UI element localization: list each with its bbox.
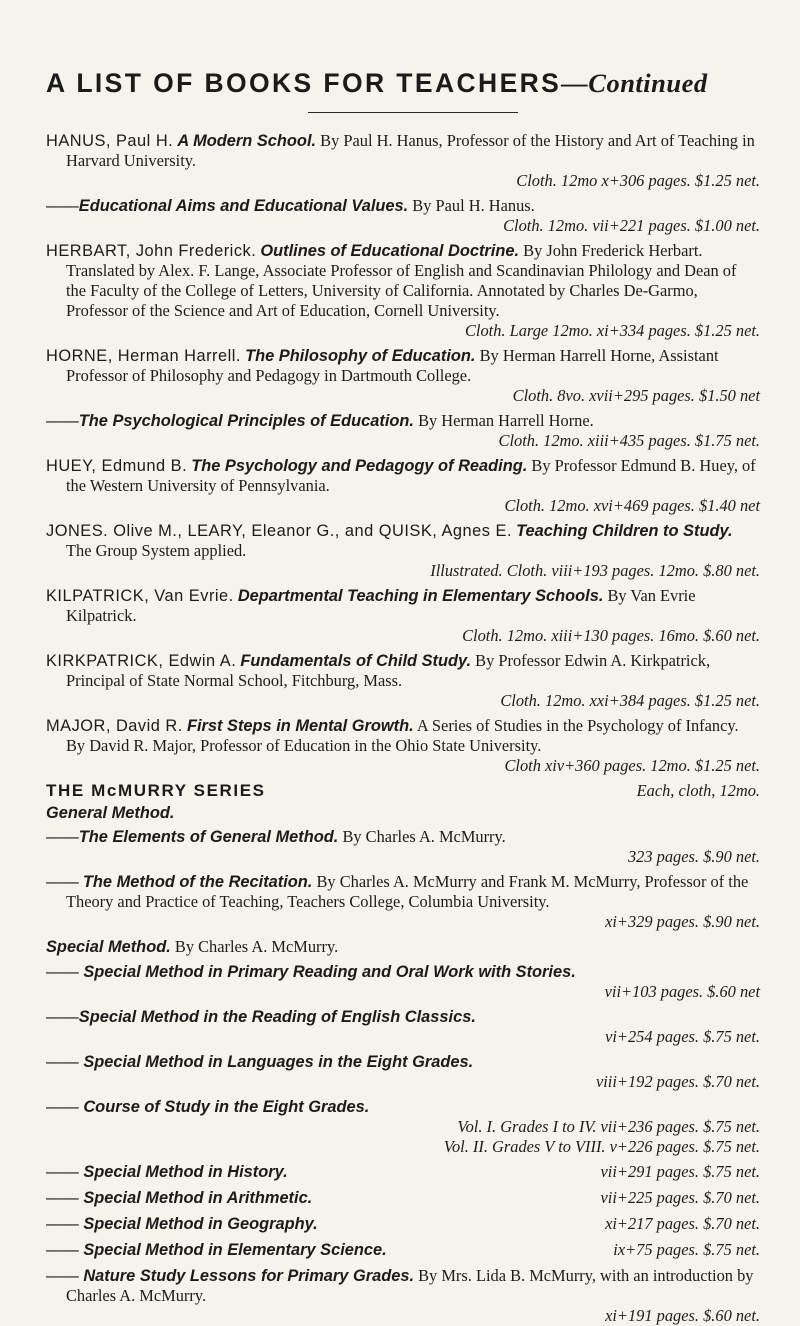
book-entry bbox=[46, 456, 760, 516]
series-entry: —— Special Method in Primary Reading and Oral Work with Stories. vii+103 pages. $.60 net bbox=[46, 963, 760, 1001]
entry-title: Teaching Children to Study. bbox=[516, 522, 733, 540]
entry-title: The Elements of General Method. bbox=[78, 828, 339, 846]
entry-title: Fundamentals of Child Study. bbox=[240, 652, 472, 670]
book-entry bbox=[46, 241, 760, 341]
entry-meta: ix+75 pages. $.75 net. bbox=[613, 1240, 760, 1259]
book-entry bbox=[46, 586, 760, 646]
special-method-line bbox=[46, 937, 760, 957]
book-entry bbox=[46, 131, 760, 191]
entry-title: Special Method in History. bbox=[83, 1163, 288, 1181]
series-entry: —— The Method of the Recitation. By Charles A. McMurry and Frank M. McMurry, Professor of the Theory and Practice of Teaching, Teachers College, Columbia University. xi+329 pages. $.90 net. bbox=[46, 872, 760, 931]
series-entry: —— Nature Study Lessons for Primary Grades. By Mrs. Lida B. McMurry, with an introduction by Charles A. McMurry. xi+191 pages. $.60 net. bbox=[46, 1266, 760, 1325]
page-title bbox=[46, 0, 760, 98]
entry-title: A Modern School. bbox=[177, 132, 317, 150]
series-entry: ——Special Method in the Reading of English Classics. vi+254 pages. $.75 net. bbox=[46, 1008, 760, 1046]
series-entry: —— Special Method in Languages in the Eight Grades. viii+192 pages. $.70 net. bbox=[46, 1053, 760, 1091]
series-row: —— Special Method in Arithmetic. vii+225 pages. $.70 net. bbox=[46, 1188, 760, 1207]
entry-desc: By Paul H. Hanus, Professor of the History and Art of Teaching in Harvard University. bbox=[66, 131, 755, 170]
special-method-by: By Charles A. McMurry. bbox=[174, 937, 339, 956]
entry-author: JONES. Olive M., LEARY, Eleanor G., and QUISK, Agnes E. bbox=[46, 522, 512, 540]
entry-title: Special Method in Arithmetic. bbox=[83, 1189, 313, 1207]
entry-meta: vi+254 pages. $.75 net. bbox=[605, 1027, 760, 1046]
entry-author: HANUS, Paul H. bbox=[46, 132, 174, 150]
title-continued: —Continued bbox=[561, 68, 708, 98]
entry-title: The Psychological Principles of Education. bbox=[78, 412, 414, 430]
entry-title: Outlines of Educational Doctrine. bbox=[260, 242, 520, 260]
title-text: A LIST OF BOOKS FOR TEACHERS bbox=[46, 68, 562, 98]
entry-title: Special Method in the Reading of English Classics. bbox=[78, 1008, 476, 1026]
book-list bbox=[46, 131, 760, 1326]
entry-meta: 323 pages. $.90 net. bbox=[627, 847, 760, 866]
entry-meta: Illustrated. Cloth. viii+193 pages. 12mo. $.80 net. bbox=[430, 561, 760, 580]
entry-meta: xi+191 pages. $.60 net. bbox=[605, 1306, 760, 1325]
entry-meta: viii+192 pages. $.70 net. bbox=[595, 1072, 760, 1091]
book-entry bbox=[46, 196, 760, 236]
entry-author: —— bbox=[46, 412, 79, 430]
volume-two: Vol. II. Grades V to VIII. v+226 pages. $.75 net. bbox=[443, 1137, 760, 1156]
entry-author: —— bbox=[46, 197, 79, 215]
series-row: —— Special Method in History. vii+291 pages. $.75 net. bbox=[46, 1162, 760, 1181]
book-entry bbox=[46, 651, 760, 711]
entry-title: Educational Aims and Educational Values. bbox=[78, 197, 409, 215]
entry-title: First Steps in Mental Growth. bbox=[186, 717, 414, 735]
entry-meta: vii+225 pages. $.70 net. bbox=[600, 1188, 760, 1207]
entry-meta: xi+329 pages. $.90 net. bbox=[605, 912, 760, 931]
entry-title: Special Method in Elementary Science. bbox=[83, 1241, 387, 1259]
entry-desc: By Professor Edmund B. Huey, of the Western University of Pennsylvania. bbox=[66, 456, 756, 495]
entry-author: HORNE, Herman Harrell. bbox=[46, 347, 241, 365]
entry-title: Special Method in Geography. bbox=[83, 1215, 318, 1233]
entry-meta: vii+103 pages. $.60 net bbox=[604, 982, 760, 1001]
entry-author: HERBART, John Frederick. bbox=[46, 242, 257, 260]
entry-meta: Cloth. 8vo. xvii+295 pages. $1.50 net bbox=[512, 386, 760, 405]
series-header bbox=[46, 781, 760, 801]
entry-desc: By John Frederick Herbart. Translated by Alex. F. Lange, Associate Professor of English and Scandinavian Philology and Dean of the Faculty of the College of Letters, University of California. Annotated by Charles De-Garmo, Professor of the Science and Art of Education, Cornell University. bbox=[66, 241, 737, 320]
series-note: Each, cloth, 12mo. bbox=[636, 781, 760, 800]
volume-one: Vol. I. Grades I to IV. vii+236 pages. $.75 net. bbox=[457, 1117, 760, 1136]
entry-title: The Philosophy of Education. bbox=[245, 347, 476, 365]
series-entry: —— Course of Study in the Eight Grades. Vol. I. Grades I to IV. vii+236 pages. $.75 net. Vol. II. Grades V to VIII. v+226 pages. $.75 net. bbox=[46, 1098, 760, 1156]
entry-meta: Cloth. 12mo x+306 pages. $1.25 net. bbox=[516, 171, 760, 190]
book-entry bbox=[46, 521, 760, 581]
book-entry bbox=[46, 346, 760, 406]
entry-meta: Cloth. 12mo. xiii+435 pages. $1.75 net. bbox=[498, 431, 760, 450]
entry-author: KILPATRICK, Van Evrie. bbox=[46, 587, 234, 605]
entry-meta: Cloth. Large 12mo. xi+334 pages. $1.25 net. bbox=[465, 321, 760, 340]
entry-meta: Cloth. 12mo. xiii+130 pages. 16mo. $.60 net. bbox=[462, 626, 760, 645]
entry-desc: By Mrs. Lida B. McMurry, with an introduction by Charles A. McMurry. bbox=[66, 1266, 754, 1305]
entry-author: HUEY, Edmund B. bbox=[46, 457, 188, 475]
entry-desc: By Herman Harrell Horne, Assistant Professor of Philosophy and Pedagogy in Dartmouth College. bbox=[66, 346, 719, 385]
entry-meta: vii+291 pages. $.75 net. bbox=[600, 1162, 760, 1181]
entry-desc: By Herman Harrell Horne. bbox=[418, 411, 594, 430]
series-row: —— Special Method in Geography. xi+217 pages. $.70 net. bbox=[46, 1214, 760, 1233]
entry-title: Special Method in Primary Reading and Oral Work with Stories. bbox=[83, 963, 576, 981]
entry-title: Departmental Teaching in Elementary Schools. bbox=[237, 587, 604, 605]
entry-title: The Method of the Recitation. bbox=[82, 873, 313, 891]
entry-desc: By Charles A. McMurry. bbox=[342, 827, 506, 846]
entry-author: MAJOR, David R. bbox=[46, 717, 183, 735]
entry-desc: A Series of Studies in the Psychology of Infancy. By David R. Major, Professor of Education in the Ohio State University. bbox=[66, 716, 739, 755]
entry-title: Special Method in Languages in the Eight Grades. bbox=[83, 1053, 474, 1071]
entry-meta: Cloth xiv+360 pages. 12mo. $1.25 net. bbox=[504, 756, 760, 775]
series-name: THE McMURRY SERIES bbox=[46, 781, 266, 800]
entry-desc: The Group System applied. bbox=[66, 541, 247, 560]
entry-title: Course of Study in the Eight Grades. bbox=[83, 1098, 370, 1116]
general-method-heading: General Method. bbox=[46, 804, 175, 822]
entry-title: The Psychology and Pedagogy of Reading. bbox=[191, 457, 528, 475]
series-entry: ——The Elements of General Method. By Charles A. McMurry. 323 pages. $.90 net. bbox=[46, 827, 760, 866]
entry-meta: Cloth. 12mo. xxi+384 pages. $1.25 net. bbox=[500, 691, 760, 710]
entry-desc: By Van Evrie Kilpatrick. bbox=[66, 586, 696, 625]
entry-meta: xi+217 pages. $.70 net. bbox=[605, 1214, 760, 1233]
entry-desc: By Paul H. Hanus. bbox=[412, 196, 535, 215]
entry-title: Nature Study Lessons for Primary Grades. bbox=[83, 1267, 414, 1285]
entry-desc: By Professor Edwin A. Kirkpatrick, Principal of State Normal School, Fitchburg, Mass. bbox=[66, 651, 711, 690]
book-entry bbox=[46, 411, 760, 451]
entry-author: KIRKPATRICK, Edwin A. bbox=[46, 652, 237, 670]
title-rule bbox=[308, 112, 518, 113]
entry-desc: By Charles A. McMurry and Frank M. McMurry, Professor of the Theory and Practice of Teaching, Teachers College, Columbia University. bbox=[66, 872, 749, 911]
entry-meta: Cloth. 12mo. xvi+469 pages. $1.40 net bbox=[504, 496, 760, 515]
entry-meta: Cloth. 12mo. vii+221 pages. $1.00 net. bbox=[503, 216, 760, 235]
special-method-heading: Special Method. bbox=[46, 938, 171, 956]
book-entry bbox=[46, 716, 760, 776]
series-row: —— Special Method in Elementary Science. ix+75 pages. $.75 net. bbox=[46, 1240, 760, 1259]
